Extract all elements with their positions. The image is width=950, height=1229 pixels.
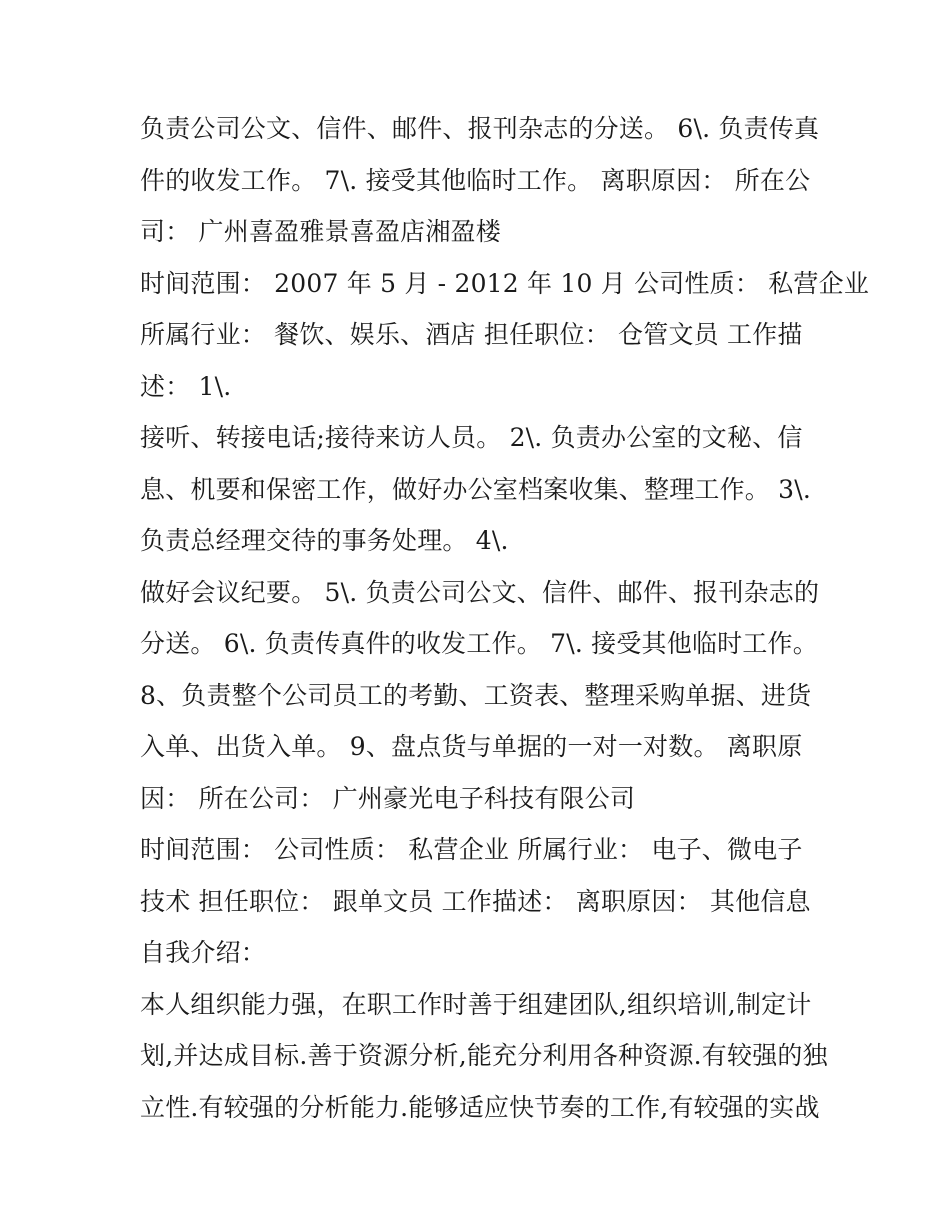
text-line: 件的收发工作。 7\. 接受其他临时工作。 离职原因： 所在公: [140, 165, 811, 195]
text-line: 因： 所在公司： 广州豪光电子科技有限公司: [140, 783, 636, 813]
text-line: 息、机要和保密工作，做好办公室档案收集、整理工作。 3\.: [140, 474, 812, 504]
text-line: 接听、转接电话;接待来访人员。 2\. 负责办公室的文秘、信: [140, 423, 803, 452]
text-line: 时间范围： 2007 年 5 月 - 2012 年 10 月 公司性质： 私营企业: [140, 268, 870, 298]
text-line: 8、负责整个公司员工的考勤、工资表、整理采购单据、进货: [140, 680, 812, 710]
text-line: 时间范围： 公司性质： 私营企业 所属行业： 电子、微电子: [140, 835, 803, 864]
text-line: 技术 担任职位： 跟单文员 工作描述： 离职原因： 其他信息: [140, 886, 811, 916]
text-line: 负责总经理交待的事务处理。 4\.: [140, 526, 509, 555]
text-line: 入单、出货入单。 9、盘点货与单据的一对一对数。 离职原: [140, 732, 803, 761]
text-line: 司： 广州喜盈雅景喜盈店湘盈楼: [140, 217, 501, 246]
text-line: 自我介绍：: [140, 938, 267, 967]
text-line: 本人组织能力强，在职工作时善于组建团队,组织培训,制定计: [140, 989, 812, 1019]
text-line: 立性.有较强的分析能力.能够适应快节奏的工作,有较强的实战: [140, 1092, 820, 1122]
text-line: 分送。 6\. 负责传真件的收发工作。 7\. 接受其他临时工作。: [140, 629, 818, 658]
text-line: 做好会议纪要。 5\. 负责公司公文、信件、邮件、报刊杂志的: [140, 577, 820, 607]
text-line: 划,并达成目标.善于资源分析,能充分利用各种资源.有较强的独: [140, 1041, 828, 1070]
resume-text-body: [140, 103, 870, 1133]
text-line: 述： 1\.: [140, 371, 232, 401]
text-line: 所属行业： 餐饮、娱乐、酒店 担任职位： 仓管文员 工作描: [140, 320, 803, 349]
text-line: 负责公司公文、信件、邮件、报刊杂志的分送。 6\. 负责传真: [140, 114, 820, 143]
